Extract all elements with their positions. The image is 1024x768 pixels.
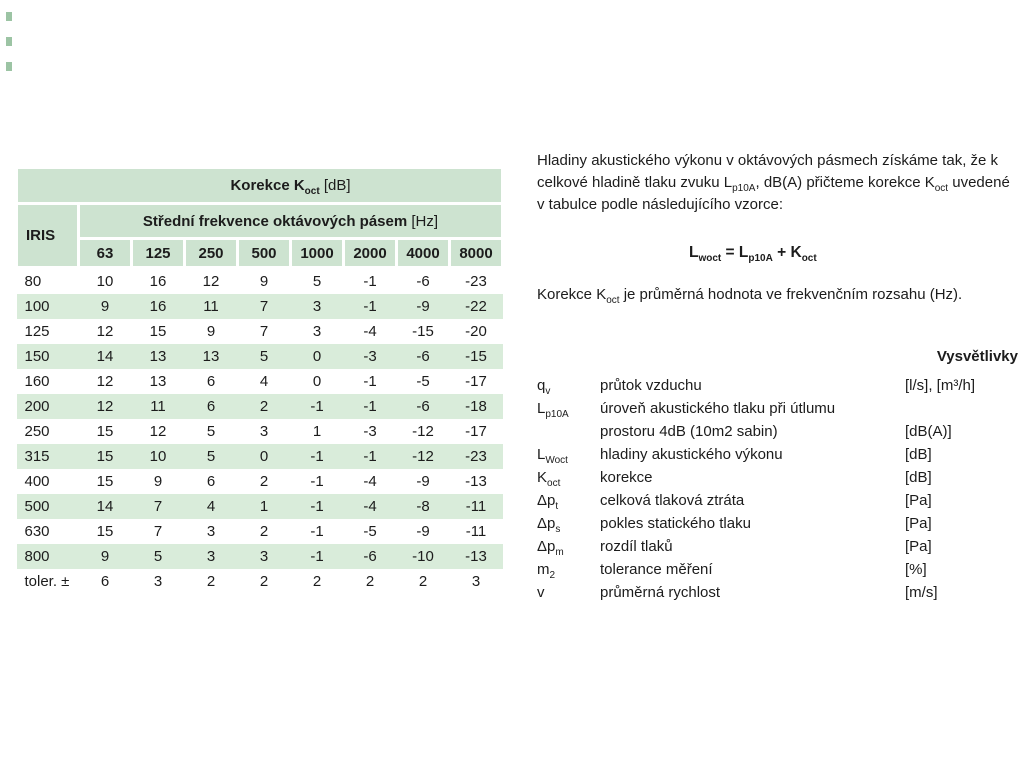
value-cell: -1 (363, 373, 377, 390)
iris-cell: 800 (24, 548, 50, 565)
value-cell: 12 (149, 423, 167, 440)
value-cell: -5 (363, 523, 377, 540)
table-title-row (17, 168, 503, 204)
value-cell: -3 (363, 423, 377, 440)
value-cell: 2 (206, 573, 216, 590)
value-cell: 5 (259, 348, 269, 365)
iris-cell: 630 (24, 523, 50, 540)
iris-cell: 500 (24, 498, 50, 515)
value-cell: 3 (206, 523, 216, 540)
value-cell: 2 (365, 573, 375, 590)
value-cell: 0 (312, 373, 322, 390)
value-cell: 2 (259, 473, 269, 490)
value-cell: -23 (465, 448, 487, 465)
value-cell: 3 (312, 298, 322, 315)
value-cell: 15 (96, 523, 114, 540)
value-cell: 7 (153, 523, 163, 540)
value-cell: -22 (465, 298, 487, 315)
table-row (17, 469, 503, 494)
value-cell: 14 (96, 498, 114, 515)
table-row (17, 344, 503, 369)
value-cell: 12 (202, 273, 220, 290)
value-cell: 16 (149, 298, 167, 315)
legend-unit: [Pa] (905, 538, 932, 555)
legend-list (537, 374, 1018, 604)
value-cell: -15 (465, 348, 487, 365)
value-cell: -4 (363, 323, 377, 340)
value-cell: -17 (465, 373, 487, 390)
iris-cell: 125 (24, 323, 50, 340)
legend-symbol: $L_{p10A}$ (537, 400, 569, 420)
iris-cell: toler. ± (24, 573, 70, 590)
value-cell: 7 (259, 298, 269, 315)
frequency-header-row (17, 239, 503, 268)
freq-header-cell: 125 (132, 239, 185, 268)
legend-symbol: $\Delta p_t$ (537, 492, 559, 512)
lwoct-formula: $L_{woct} = L_{p10A} + K_{oct}$ (689, 244, 817, 265)
value-cell: -8 (416, 498, 430, 515)
value-cell: 9 (153, 473, 163, 490)
value-cell: 2 (259, 398, 269, 415)
value-cell: -18 (465, 398, 487, 415)
legend-unit: [dB(A)] (905, 423, 952, 440)
legend-row (537, 466, 1018, 489)
legend-row (537, 581, 1018, 604)
value-cell: 7 (153, 498, 163, 515)
value-cell: 12 (96, 398, 114, 415)
value-cell: 2 (259, 573, 269, 590)
value-cell: 15 (96, 423, 114, 440)
legend-description: rozdíl tlaků (600, 538, 673, 555)
table-row (17, 419, 503, 444)
value-cell: -9 (416, 298, 430, 315)
legend-symbol: $q_v$ (537, 377, 551, 397)
group-header-row (17, 204, 503, 239)
koct-data-table (15, 166, 504, 594)
legend-description: průměrná rychlost (600, 584, 721, 601)
legend-symbol: $m_2$ (537, 561, 556, 581)
legend-symbol: $\Delta p_s$ (537, 515, 561, 535)
value-cell: 5 (206, 448, 216, 465)
legend-description: tolerance měření (600, 561, 713, 578)
value-cell: -1 (310, 498, 324, 515)
value-cell: 13 (202, 348, 220, 365)
value-cell: -1 (363, 298, 377, 315)
iris-cell: 400 (24, 473, 50, 490)
table-row (17, 569, 503, 594)
value-cell: 3 (206, 548, 216, 565)
iris-cell: 150 (24, 348, 50, 365)
value-cell: 1 (312, 423, 322, 440)
edge-mark (6, 62, 12, 71)
legend-symbol: $\Delta p_m$ (537, 538, 564, 558)
legend-description: celková tlaková ztráta (600, 492, 745, 509)
freq-header-cell: 63 (79, 239, 132, 268)
legend-symbol: $K_{oct}$ (537, 469, 561, 489)
value-cell: 4 (206, 498, 216, 515)
legend-unit: [%] (905, 561, 927, 578)
value-cell: 12 (96, 323, 114, 340)
legend-description: prostoru 4dB (10m2 sabin) (600, 423, 778, 440)
value-cell: 9 (100, 298, 110, 315)
freq-header-cell: 8000 (450, 239, 503, 268)
value-cell: 10 (96, 273, 114, 290)
intro-paragraph: Hladiny akustického výkonu v oktávových pásmech získáme tak, že k celkové hladině tlaku zvuku $L_{p10A}$, dB(A) přičteme korekce $K_{oct}$ uvedené v tabulce podle následujícího vzorce: (537, 152, 1010, 213)
value-cell: -4 (363, 473, 377, 490)
value-cell: -20 (465, 323, 487, 340)
value-cell: 2 (418, 573, 428, 590)
legend-unit: [Pa] (905, 515, 932, 532)
value-cell: 6 (206, 398, 216, 415)
value-cell: -23 (465, 273, 487, 290)
value-cell: -9 (416, 473, 430, 490)
legend-unit: [dB] (905, 446, 932, 463)
value-cell: 9 (206, 323, 216, 340)
legend-description: pokles statického tlaku (600, 515, 751, 532)
table-row (17, 294, 503, 319)
iris-cell: 160 (24, 373, 50, 390)
edge-mark (6, 12, 12, 21)
value-cell: 3 (259, 423, 269, 440)
freq-header-cell: 1000 (291, 239, 344, 268)
table-row (17, 369, 503, 394)
value-cell: -6 (416, 348, 430, 365)
legend-row (537, 512, 1018, 535)
value-cell: -9 (416, 523, 430, 540)
iris-cell: 315 (24, 448, 50, 465)
value-cell: 14 (96, 348, 114, 365)
value-cell: -3 (363, 348, 377, 365)
legend-unit: [l/s], [m³/h] (905, 377, 976, 394)
value-cell: -1 (310, 548, 324, 565)
value-cell: 6 (100, 573, 110, 590)
value-cell: 9 (100, 548, 110, 565)
value-cell: -1 (363, 273, 377, 290)
legend-description: průtok vzduchu (600, 377, 702, 394)
legend-unit (905, 397, 1018, 420)
text-column (537, 150, 1018, 604)
legend-description: korekce (600, 469, 653, 486)
edge-mark (6, 37, 12, 46)
legend-row (537, 558, 1018, 581)
value-cell: 0 (312, 348, 322, 365)
value-cell: -17 (465, 423, 487, 440)
value-cell: -6 (416, 273, 430, 290)
value-cell: -10 (412, 548, 434, 565)
value-cell: 13 (149, 348, 167, 365)
legend-unit: [m/s] (905, 584, 938, 601)
value-cell: 13 (149, 373, 167, 390)
value-cell: 15 (149, 323, 167, 340)
koct-table (15, 166, 504, 594)
page-edge-marks (6, 12, 12, 71)
value-cell: -1 (363, 448, 377, 465)
value-cell: 15 (96, 473, 114, 490)
value-cell: -13 (465, 548, 487, 565)
table-title: Korekce $K_{oct}$ [dB] (17, 168, 503, 204)
legend-row (537, 489, 1018, 512)
value-cell: -1 (310, 523, 324, 540)
legend-symbol (537, 420, 600, 443)
value-cell: 7 (259, 323, 269, 340)
legend-row (537, 420, 1018, 443)
value-cell: -1 (363, 398, 377, 415)
value-cell: 11 (203, 298, 219, 315)
value-cell: 5 (206, 423, 216, 440)
table-row (17, 319, 503, 344)
iris-cell: 250 (24, 423, 50, 440)
value-cell: 11 (150, 398, 166, 415)
legend-row (537, 535, 1018, 558)
table-row (17, 268, 503, 295)
value-cell: -12 (412, 448, 434, 465)
value-cell: -11 (465, 498, 487, 515)
koct-table-body (17, 268, 503, 595)
table-row (17, 444, 503, 469)
value-cell: 3 (312, 323, 322, 340)
table-row (17, 394, 503, 419)
value-cell: -13 (465, 473, 487, 490)
legend-unit: [dB] (905, 469, 932, 486)
legend-unit: [Pa] (905, 492, 932, 509)
value-cell: -15 (412, 323, 434, 340)
legend-symbol: $L_{Woct}$ (537, 446, 568, 466)
table-row (17, 519, 503, 544)
freq-header-cell: 250 (185, 239, 238, 268)
value-cell: 4 (259, 373, 269, 390)
legend-heading: Vysvětlivky (936, 348, 1018, 365)
value-cell: 1 (259, 498, 269, 515)
korekce-note: Korekce $K_{oct}$ je průměrná hodnota ve frekvenčním rozsahu (Hz). (537, 286, 963, 306)
legend-description: hladiny akustického výkonu (600, 446, 783, 463)
value-cell: 0 (259, 448, 269, 465)
freq-header-cell: 500 (238, 239, 291, 268)
value-cell: 2 (312, 573, 322, 590)
value-cell: 3 (153, 573, 163, 590)
freq-header-cell: 2000 (344, 239, 397, 268)
table-row (17, 494, 503, 519)
iris-cell: 100 (24, 298, 50, 315)
iris-cell: 200 (24, 398, 50, 415)
value-cell: 16 (149, 273, 167, 290)
legend-row (537, 443, 1018, 466)
value-cell: 3 (471, 573, 481, 590)
value-cell: 5 (312, 273, 322, 290)
value-cell: 5 (153, 548, 163, 565)
value-cell: 10 (149, 448, 167, 465)
value-cell: -11 (465, 523, 487, 540)
value-cell: -1 (310, 398, 324, 415)
value-cell: 6 (206, 473, 216, 490)
iris-column-header: IRIS (17, 204, 79, 268)
legend-symbol: v (537, 584, 545, 601)
iris-cell: 80 (24, 273, 42, 290)
value-cell: 2 (259, 523, 269, 540)
frequency-group-header: Střední frekvence oktávových pásem [Hz] (79, 204, 503, 239)
value-cell: 12 (96, 373, 114, 390)
value-cell: -6 (363, 548, 377, 565)
value-cell: 3 (259, 548, 269, 565)
value-cell: -4 (363, 498, 377, 515)
value-cell: 6 (206, 373, 216, 390)
value-cell: -6 (416, 398, 430, 415)
value-cell: 15 (96, 448, 114, 465)
freq-header-cell: 4000 (397, 239, 450, 268)
value-cell: -12 (412, 423, 434, 440)
table-row (17, 544, 503, 569)
legend-description: úroveň akustického tlaku při útlumu (600, 400, 836, 417)
value-cell: -1 (310, 473, 324, 490)
value-cell: -5 (416, 373, 430, 390)
legend-row (537, 397, 1018, 420)
value-cell: -1 (310, 448, 324, 465)
legend-row (537, 374, 1018, 397)
value-cell: 9 (259, 273, 269, 290)
